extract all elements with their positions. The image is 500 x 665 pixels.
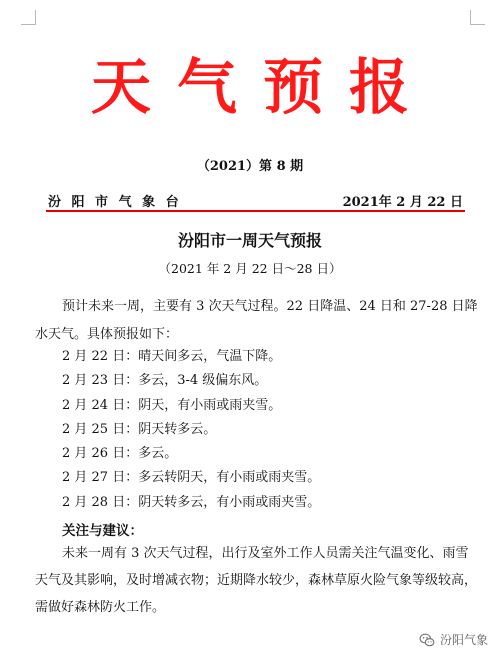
daily-forecast-item: 2 月 26 日：多云。 bbox=[62, 446, 178, 462]
agency-name: 汾 阳 市 气 象 台 bbox=[48, 195, 182, 210]
advice-line: 需做好森林防火工作。 bbox=[35, 600, 166, 615]
forecast-intro bbox=[35, 293, 478, 349]
forecast-title: 汾阳市一周天气预报 bbox=[177, 231, 322, 250]
forecast-intro-line: 预计未来一周，主要有 3 次天气过程。22 日降温、24 日和 27-28 日降 bbox=[62, 299, 478, 314]
advice-paragraph bbox=[35, 540, 478, 621]
daily-forecast-item: 2 月 23 日：多云，3-4 级偏东风。 bbox=[62, 373, 268, 389]
masthead-title: 天气预报 bbox=[91, 53, 435, 123]
daily-forecast-item: 2 月 27 日：多云转阴天，有小雨或雨夹雪。 bbox=[62, 470, 321, 486]
page-corner-mark-right bbox=[470, 10, 485, 25]
wechat-icon bbox=[419, 632, 435, 648]
daily-forecast-item: 2 月 22 日：晴天间多云，气温下降。 bbox=[62, 349, 282, 364]
issue-date: 2021年 2 月 22 日 bbox=[342, 195, 463, 210]
account-watermark bbox=[419, 631, 488, 648]
daily-forecast-item: 2 月 28 日：阴天转多云，有小雨或雨夹雪。 bbox=[62, 494, 321, 510]
daily-forecast-item: 2 月 25 日：阴天转多云。 bbox=[62, 421, 217, 437]
issue-number: （2021）第 8 期 bbox=[196, 159, 304, 174]
watermark-text: 汾阳气象 bbox=[439, 633, 488, 647]
advice-line: 天气及其影响，及时增减衣物；近期降水较少，森林草原火险气象等级较高， bbox=[35, 573, 478, 588]
daily-forecast-item: 2 月 24 日：阴天，有小雨或雨夹雪。 bbox=[62, 397, 282, 413]
advice-line: 未来一周有 3 次天气过程，出行及室外工作人员需关注气温变化、雨雪 bbox=[62, 546, 469, 561]
daily-forecast-list bbox=[62, 345, 320, 515]
forecast-date-range: （2021 年 2 月 22 日～28 日） bbox=[158, 261, 342, 276]
page-corner-mark-left bbox=[21, 10, 36, 25]
forecast-intro-line: 水天气。具体预报如下： bbox=[35, 327, 179, 342]
header-divider bbox=[46, 210, 465, 212]
advice-heading: 关注与建议： bbox=[62, 523, 143, 539]
